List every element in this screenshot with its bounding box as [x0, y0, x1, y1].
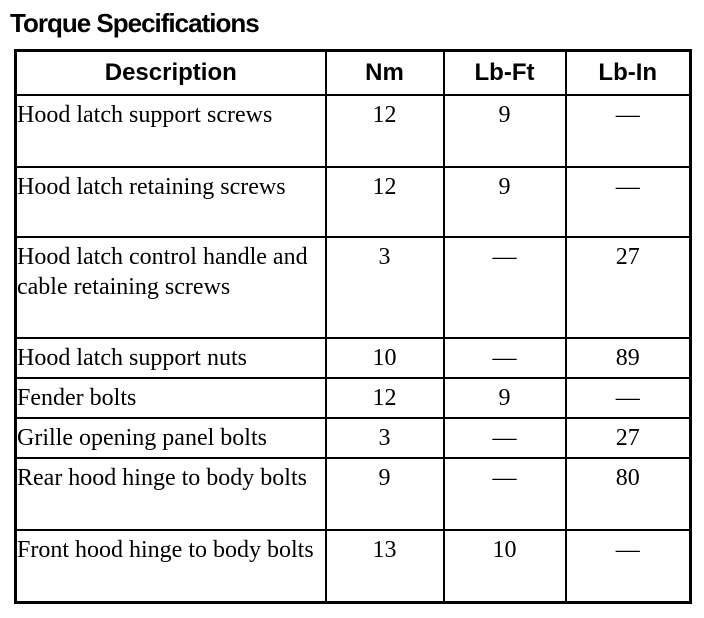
- table-row: [16, 418, 691, 458]
- table-row: [16, 338, 691, 378]
- nm-cell: 3: [326, 237, 444, 338]
- table-header-row: [16, 51, 691, 96]
- nm-cell: 3: [326, 418, 444, 458]
- lb-ft-cell: —: [444, 237, 566, 338]
- lb-ft-cell: 9: [444, 167, 566, 237]
- header-nm: Nm: [326, 51, 444, 96]
- lb-ft-cell: —: [444, 458, 566, 530]
- table-row: [16, 530, 691, 602]
- lb-in-cell: 80: [566, 458, 691, 530]
- page-title: Torque Specifications: [10, 8, 259, 38]
- header-lb-in: Lb-In: [566, 51, 691, 96]
- description-cell: Rear hood hinge to body bolts: [16, 458, 326, 530]
- table-row: [16, 167, 691, 237]
- description-cell: Hood latch retaining screws: [16, 167, 326, 237]
- lb-in-cell: —: [566, 95, 691, 167]
- header-description: Description: [16, 51, 326, 96]
- table-row: [16, 458, 691, 530]
- lb-in-cell: —: [566, 378, 691, 418]
- nm-cell: 12: [326, 95, 444, 167]
- lb-in-cell: 27: [566, 237, 691, 338]
- nm-cell: 12: [326, 167, 444, 237]
- nm-cell: 12: [326, 378, 444, 418]
- nm-cell: 9: [326, 458, 444, 530]
- torque-spec-table: [14, 49, 692, 604]
- lb-ft-cell: 9: [444, 378, 566, 418]
- nm-cell: 13: [326, 530, 444, 602]
- description-cell: Fender bolts: [16, 378, 326, 418]
- lb-ft-cell: 10: [444, 530, 566, 602]
- lb-in-cell: 89: [566, 338, 691, 378]
- lb-in-cell: 27: [566, 418, 691, 458]
- table-row: [16, 95, 691, 167]
- table-row: [16, 237, 691, 338]
- lb-ft-cell: —: [444, 338, 566, 378]
- header-lb-ft: Lb-Ft: [444, 51, 566, 96]
- description-cell: Front hood hinge to body bolts: [16, 530, 326, 602]
- lb-in-cell: —: [566, 530, 691, 602]
- nm-cell: 10: [326, 338, 444, 378]
- table-row: [16, 378, 691, 418]
- description-cell: Hood latch control handle and cable retaining screws: [16, 237, 326, 338]
- description-cell: Hood latch support nuts: [16, 338, 326, 378]
- lb-ft-cell: 9: [444, 95, 566, 167]
- description-cell: Grille opening panel bolts: [16, 418, 326, 458]
- lb-ft-cell: —: [444, 418, 566, 458]
- description-cell: Hood latch support screws: [16, 95, 326, 167]
- lb-in-cell: —: [566, 167, 691, 237]
